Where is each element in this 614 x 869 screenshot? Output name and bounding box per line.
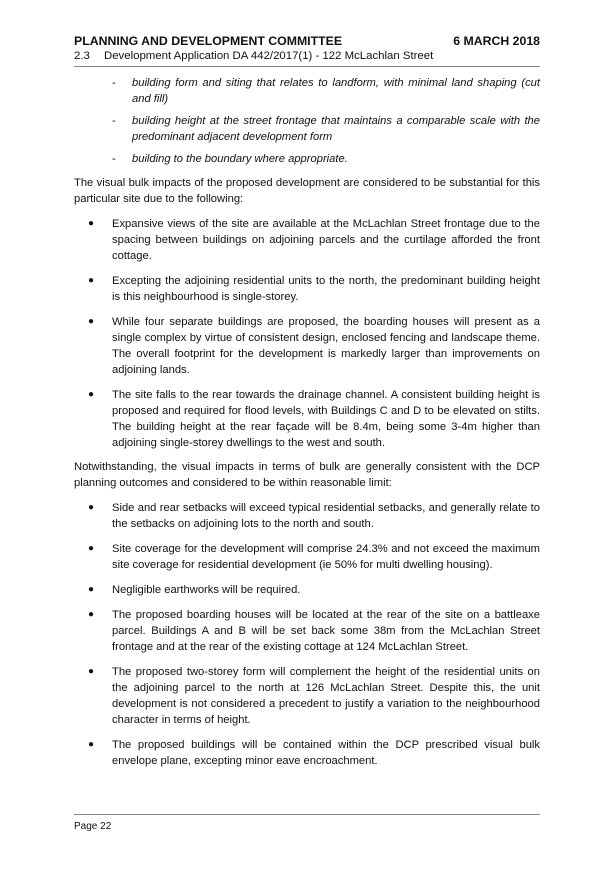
page-footer <box>74 814 540 832</box>
paragraph-bulk-impacts: The visual bulk impacts of the proposed development are considered to be substantial for this particular site due to the following: <box>74 177 540 205</box>
bullet-text: Site coverage for the development will comprise 24.3% and not exceed the maximum site coverage for residential development (ie 50% for multi dwelling housing). <box>112 543 540 571</box>
bullet-marker: ● <box>88 543 95 554</box>
bullet-marker: ● <box>88 609 95 620</box>
page-header <box>74 34 540 49</box>
committee-title: PLANNING AND DEVELOPMENT COMMITTEE <box>74 34 343 48</box>
bullet-text: While four separate buildings are proposed, the boarding houses will present as a single complex by virtue of consistent design, enclosed fencing and landscape theme. The overall footprint for the development is markedly larger than improvements on adjoining lands. <box>112 316 540 376</box>
dash-list-item <box>112 151 540 167</box>
bullet-marker: ● <box>88 316 95 327</box>
dash-list-item <box>112 113 540 145</box>
bullet-marker: ● <box>88 584 95 595</box>
header-rule <box>74 66 540 67</box>
bullet-marker: ● <box>88 502 95 513</box>
bullet-item <box>74 582 540 598</box>
bullet-item <box>74 273 540 305</box>
bullet-text: Negligible earthworks will be required. <box>112 584 301 596</box>
meeting-date: 6 MARCH 2018 <box>453 34 540 48</box>
bullet-item <box>74 737 540 769</box>
item-title: Development Application DA 442/2017(1) - 122 McLachlan Street <box>104 50 434 62</box>
bullet-marker: ● <box>88 275 95 286</box>
bullet-item <box>74 541 540 573</box>
bullet-item <box>74 500 540 532</box>
bullet-item <box>74 607 540 655</box>
bullet-marker: ● <box>88 739 95 750</box>
page-content <box>74 34 540 769</box>
bullet-text: Expansive views of the site are available at the McLachlan Street frontage due to the spacing between buildings on adjoining parcels and the curtilage afforded the front cottage. <box>112 218 540 262</box>
bullet-marker: ● <box>88 389 95 400</box>
dash-marker: - <box>112 115 116 127</box>
bullet-marker: ● <box>88 666 95 677</box>
dash-item-text: building to the boundary where appropriate. <box>132 153 348 165</box>
bullet-item <box>74 664 540 728</box>
page-number: Page 22 <box>74 821 112 832</box>
dash-list-item <box>112 75 540 107</box>
bullet-item <box>74 387 540 451</box>
bullet-text: Side and rear setbacks will exceed typical residential setbacks, and generally relate to the setbacks on adjoining lots to the north and south. <box>112 502 540 530</box>
dash-marker: - <box>112 153 116 165</box>
dash-marker: - <box>112 77 116 89</box>
bullet-text: Excepting the adjoining residential units to the north, the predominant building height is this neighbourhood is single-storey. <box>112 275 540 303</box>
item-heading <box>74 49 540 64</box>
bullet-item <box>74 216 540 264</box>
dash-item-text: building height at the street frontage that maintains a comparable scale with the predominant adjacent development form <box>132 115 540 143</box>
bullet-text: The proposed buildings will be contained within the DCP prescribed visual bulk envelope plane, excepting minor eave encroachment. <box>112 739 540 767</box>
bullet-text: The proposed boarding houses will be located at the rear of the site on a battleaxe parcel. Buildings A and B will be set back some 38m from the McLachlan Street frontage and at the rear of the existing cottage at 124 McLachlan Street. <box>112 609 540 653</box>
paragraph-notwithstanding: Notwithstanding, the visual impacts in terms of bulk are generally consistent with the DCP planning outcomes and considered to be within reasonable limit: <box>74 461 540 489</box>
document-body <box>74 75 540 769</box>
bullet-marker: ● <box>88 218 95 229</box>
bullet-text: The site falls to the rear towards the drainage channel. A consistent building height is proposed and required for flood levels, with Buildings C and D to be elevated on stilts. The building height at the rear façade will be 8.4m, being some 3-4m higher than adjoining single-storey dwellings to the west and south. <box>112 389 540 449</box>
item-number: 2.3 <box>74 50 90 62</box>
bullet-text: The proposed two-storey form will complement the height of the residential units on the adjoining parcel to the north at 126 McLachlan Street. Despite this, the unit development is not considered a precedent to justify a variation to the neighbourhood character in terms of height. <box>112 666 540 726</box>
bullet-item <box>74 314 540 378</box>
footer-rule <box>74 814 540 815</box>
dash-item-text: building form and siting that relates to landform, with minimal land shaping (cut and fill) <box>132 77 540 105</box>
